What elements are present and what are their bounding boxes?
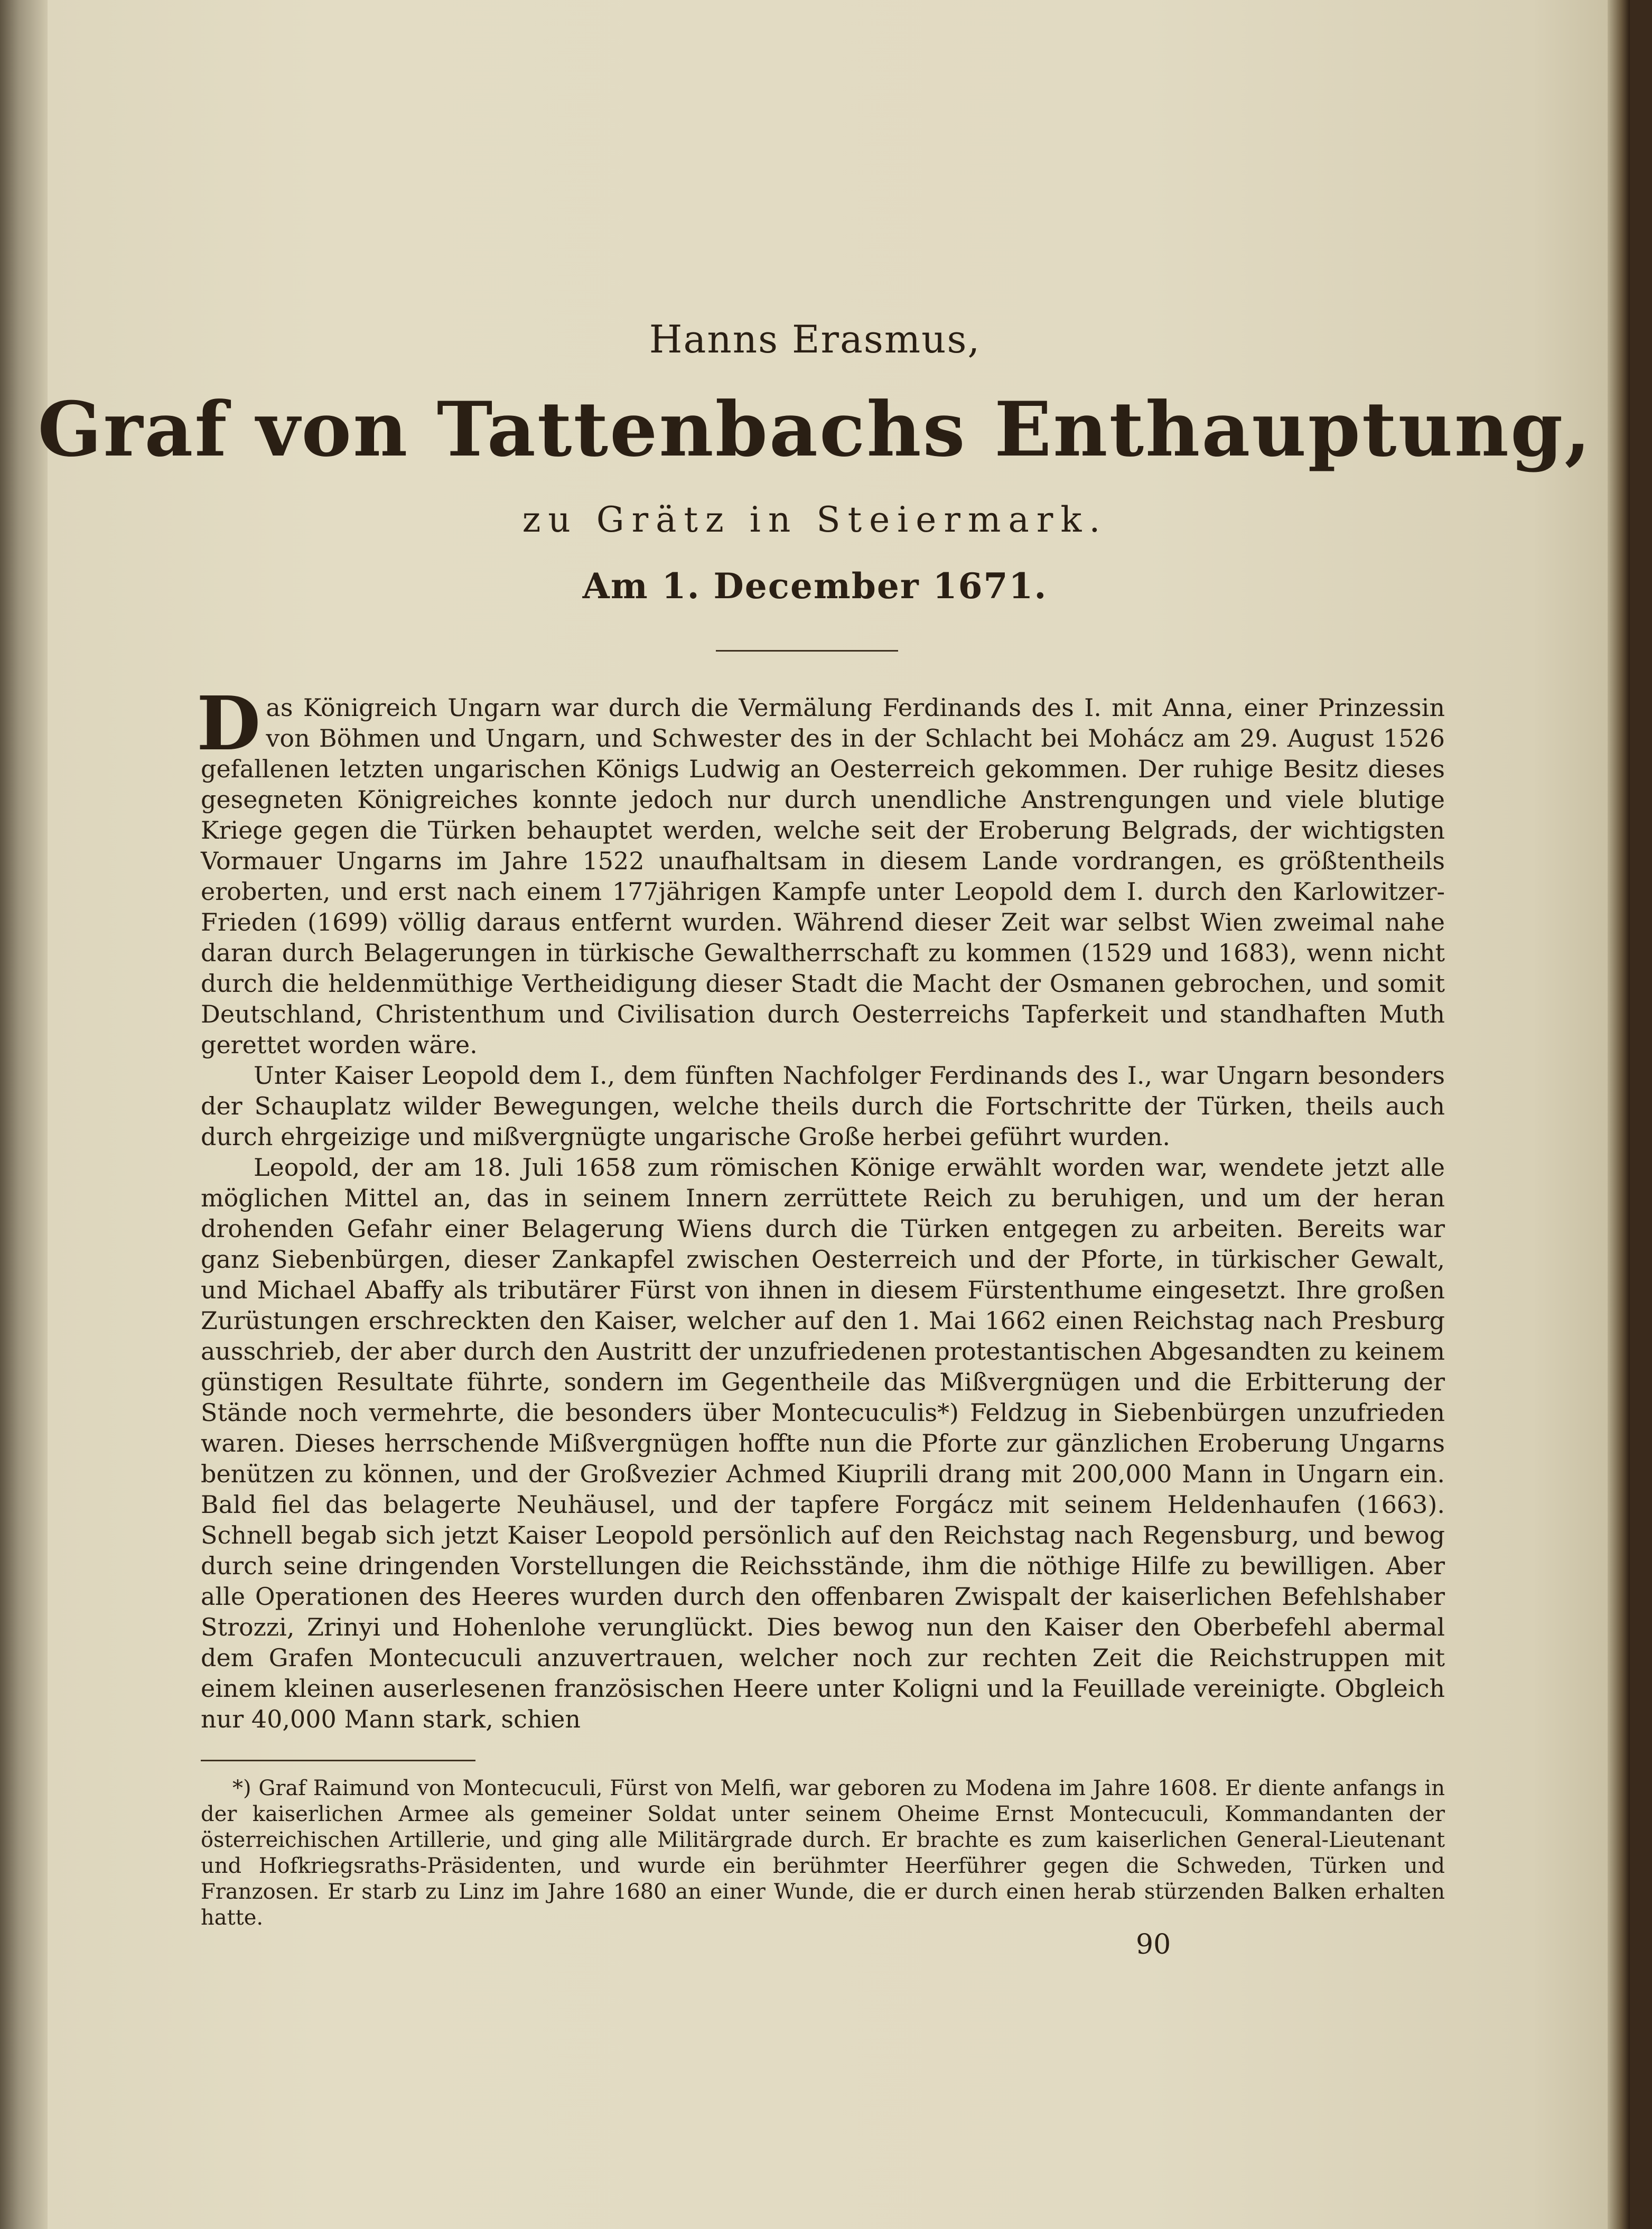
footnote-text: *) Graf Raimund von Montecuculi, Fürst von Melfi, war geboren zu Modena im Jahre 1608. Er diente anfangs in der kaiserlichen Armee als gemeiner Soldat unter seinem Oheime Ernst Montecuculi, Kommandanten der österreichischen Artillerie, und ging alle Militärgrade durch. Er brachte es zum kaiserlichen General-Lieutenant und Hofkriegsraths-Präsidenten, und wurde ein berühmter Heerführer gegen die Schweden, Türken und Franzosen. Er starb zu Linz im Jahre 1680 an einer Wunde, die er durch einen herab stürzenden Balken erhalten hatte. [201, 1776, 1445, 1930]
title-divider [716, 650, 898, 652]
paragraph-1-text: as Königreich Ungarn war durch die Vermälung Ferdinands des I. mit Anna, einer Prinzessin von Böhmen und Ungarn, und Schwester des in der Schlacht bei Mohácz am 29. August 1526 gefallenen letzten ungarischen Königs Ludwig an Oesterreich gekommen. Der ruhige Besitz dieses gesegneten Königreiches konnte jedoch nur durch unendliche Anstrengungen und viele blutige Kriege gegen die Türken behauptet werden, welche seit der Eroberung Belgrads, der wichtigsten Vormauer Ungarns im Jahre 1522 unaufhaltsam in diesem Lande vordrangen, es größtentheils eroberten, und erst nach einem 177jährigen Kampfe unter Leopold dem I. durch den Karlowitzer-Frieden (1699) völlig daraus entfernt wurden. Während dieser Zeit war selbst Wien zweimal nahe daran durch Belagerungen in türkische Gewaltherrschaft zu kommen (1529 und 1683), wenn nicht durch die heldenmüthige Vertheidigung dieser Stadt die Macht der Osmanen gebrochen, und somit Deutschland, Christenthum und Civilisation durch Oesterreichs Tapferkeit und standhaften Muth gerettet worden wäre. [201, 693, 1445, 1059]
page-title: Graf von Tattenbachs Enthauptung, [38, 386, 1592, 473]
paragraph-3: Leopold, der am 18. Juli 1658 zum römischen Könige erwählt worden war, wendete jetzt alle möglichen Mittel an, das in seinem Innern zerrüttete Reich zu beruhigen, und um der heran drohenden Gefahr einer Belagerung Wiens durch die Türken entgegen zu arbeiten. Bereits war ganz Siebenbürgen, dieser Zankapfel zwischen Oesterreich und der Pforte, in türkischer Gewalt, und Michael Abaffy als tributärer Fürst von ihnen in diesem Fürstenthume eingesetzt. Ihre großen Zurüstungen erschreckten den Kaiser, welcher auf den 1. Mai 1662 einen Reichstag nach Presburg ausschrieb, der aber durch den Austritt der unzufriedenen protestantischen Abgesandten zu keinem günstigen Resultate führte, sondern im Gegentheile das Mißvergnügen und die Erbitterung der Stände noch vermehrte, die besonders über Montecuculis*) Feldzug in Siebenbürgen unzufrieden waren. Dieses herrschende Mißvergnügen hoffte nun die Pforte zur gänzlichen Eroberung Ungarns benützen zu können, und der Großvezier Achmed Kiuprili drang mit 200,000 Mann in Ungarn ein. Bald fiel das belagerte Neuhäusel, und der tapfere Forgácz mit seinem Heldenhaufen (1663). Schnell begab sich jetzt Kaiser Leopold persönlich auf den Reichstag nach Regensburg, und bewog durch seine dringenden Vorstellungen die Reichsstände, ihm die nöthige Hilfe zu bewilligen. Aber alle Operationen des Heeres wurden durch den offenbaren Zwispalt der kaiserlichen Befehlshaber Strozzi, Zrinyi und Hohenlohe verunglückt. Dies bewog nun den Kaiser den Oberbefehl abermal dem Grafen Montecuculi anzuvertrauen, welcher noch zur rechten Zeit die Reichstruppen mit einem kleinen auserlesenen französischen Heere unter Koligni und la Feuillade vereinigte. Obgleich nur 40,000 Mann stark, schien [201, 1153, 1445, 1733]
date-line: Am 1. December 1671. [582, 565, 1048, 607]
paragraph-2: Unter Kaiser Leopold dem I., dem fünften Nachfolger Ferdinands des I., war Ungarn besonders der Schauplatz wilder Bewegungen, welche theils durch die Fortschritte der Türken, theils auch durch ehrgeizige und mißvergnügte ungarische Große herbei geführt wurden. [201, 1061, 1445, 1151]
footnote-divider [201, 1760, 475, 1761]
paragraph-1 [197, 681, 1445, 1060]
page-number: 90 [1136, 1929, 1171, 1961]
place-line: zu Grätz in Steiermark. [522, 499, 1108, 540]
footnote [201, 1776, 1445, 1931]
subtitle: Hanns Erasmus, [649, 317, 981, 361]
drop-cap: D [197, 681, 261, 767]
body-text [197, 681, 1445, 1734]
